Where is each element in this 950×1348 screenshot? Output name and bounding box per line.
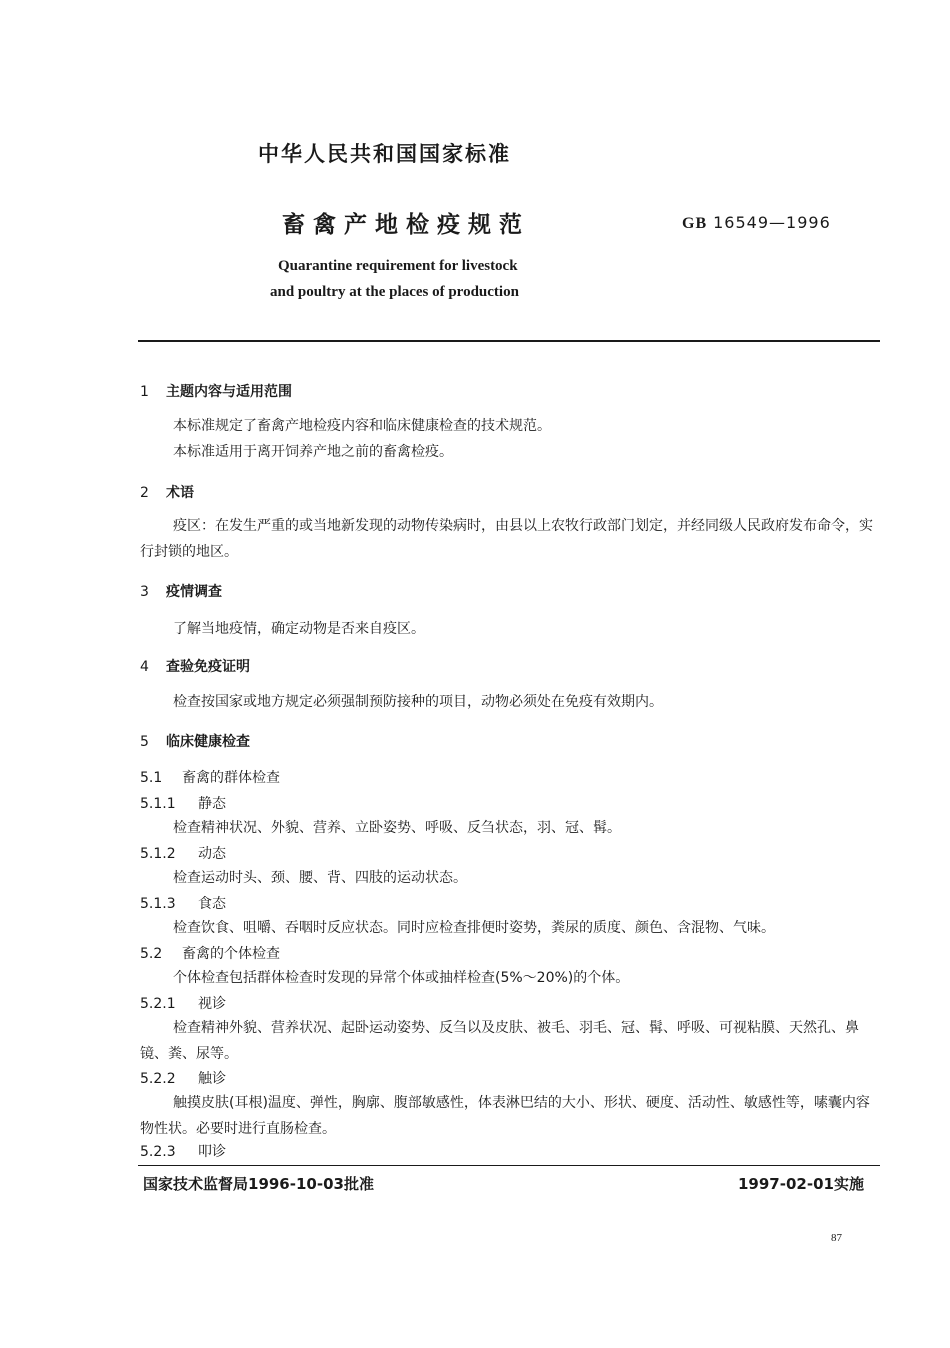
document-title: 畜禽产地检疫规范 [282, 212, 530, 238]
section-5-2-2-heading: 5.2.2 触诊 [140, 1071, 226, 1087]
english-title-line-2: and poultry at the places of production [270, 284, 519, 300]
section-3-heading: 3 疫情调查 [140, 584, 222, 600]
section-1-para-2: 本标准适用于离开饲养产地之前的畜禽检疫。 [173, 444, 453, 460]
section-2-heading: 2 术语 [140, 485, 194, 501]
section-1-heading: 1 主题内容与适用范围 [140, 384, 292, 400]
section-5-1-1-para: 检查精神状况、外貌、营养、立卧姿势、呼吸、反刍状态，羽、冠、髯。 [173, 820, 621, 836]
section-5-2-2-para: 触摸皮肤(耳根)温度、弹性，胸廓、腹部敏感性，体表淋巴结的大小、形状、硬度、活动性、敏感性等，嗉囊内容物性状。必要时进行直肠检查。 [140, 1095, 870, 1137]
footer-rule [138, 1165, 880, 1166]
section-2-para-1: 疫区：在发生严重的或当地新发现的动物传染病时，由县以上农牧行政部门划定，并经同级人民政府发布命令，实行封锁的地区。 [140, 518, 873, 560]
section-4-para-1: 检查按国家或地方规定必须强制预防接种的项目，动物必须处在免疫有效期内。 [173, 694, 663, 710]
header-rule [138, 340, 880, 342]
section-5-2-para: 个体检查包括群体检查时发现的异常个体或抽样检查(5%～20%)的个体。 [173, 970, 630, 986]
section-5-heading: 5 临床健康检查 [140, 734, 250, 750]
section-5-1-3-para: 检查饮食、咀嚼、吞咽时反应状态。同时应检查排便时姿势，粪尿的质度、颜色、含混物、气味。 [173, 920, 775, 936]
section-5-1-2-para: 检查运动时头、颈、腰、背、四肢的运动状态。 [173, 870, 467, 886]
section-5-1-1-heading: 5.1.1 静态 [140, 796, 226, 812]
approval-date: 国家技术监督局1996-10-03批准 [143, 1175, 374, 1193]
section-5-2-heading: 5.2 畜禽的个体检查 [140, 946, 280, 962]
section-5-1-2-heading: 5.1.2 动态 [140, 846, 226, 862]
section-5-2-3-heading: 5.2.3 叩诊 [140, 1144, 226, 1160]
standard-code-number: 16549—1996 [713, 213, 831, 232]
section-5-2-1-heading: 5.2.1 视诊 [140, 996, 226, 1012]
standard-code [682, 213, 831, 233]
section-4-heading: 4 查验免疫证明 [140, 659, 250, 675]
page-number: 87 [831, 1232, 842, 1244]
section-3-para-1: 了解当地疫情，确定动物是否来自疫区。 [173, 621, 425, 637]
effective-date: 1997-02-01实施 [738, 1175, 864, 1193]
section-5-1-heading: 5.1 畜禽的群体检查 [140, 770, 280, 786]
section-5-1-3-heading: 5.1.3 食态 [140, 896, 226, 912]
standard-code-prefix: GB [682, 215, 708, 232]
section-1-para-1: 本标准规定了畜禽产地检疫内容和临床健康检查的技术规范。 [173, 418, 551, 434]
section-5-2-1-para: 检查精神外貌、营养状况、起卧运动姿势、反刍以及皮肤、被毛、羽毛、冠、髯、呼吸、可视粘膜、天然孔、鼻镜、粪、尿等。 [140, 1020, 859, 1062]
english-title-line-1: Quarantine requirement for livestock [278, 258, 518, 274]
standard-org-title: 中华人民共和国国家标准 [258, 142, 511, 166]
